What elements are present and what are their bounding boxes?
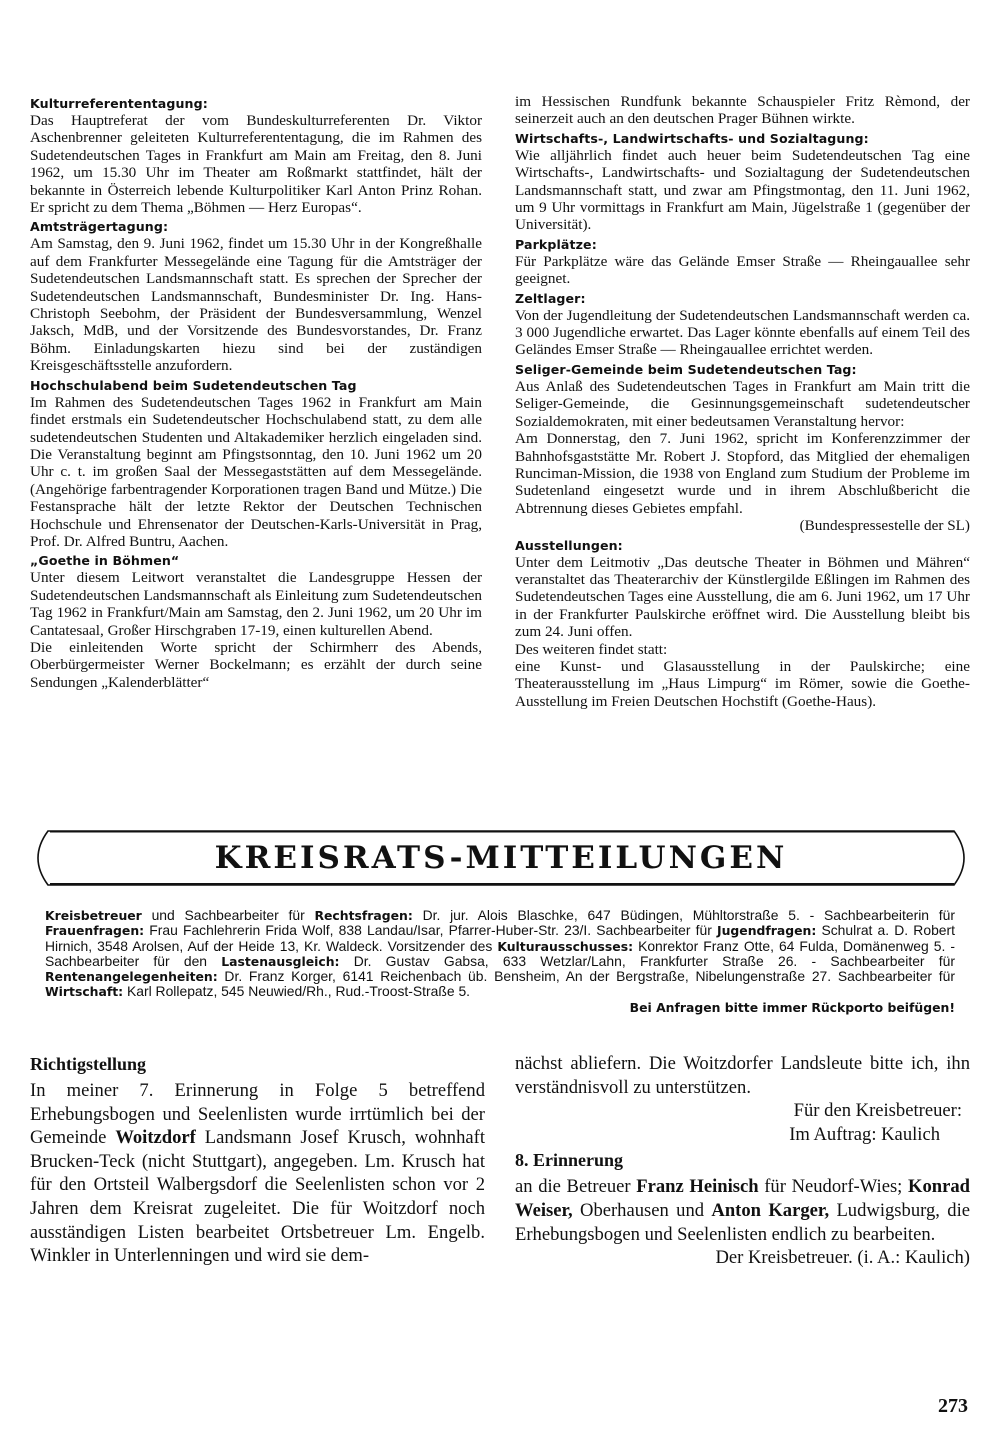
text: für Neudorf-Wies; [758,1176,908,1198]
section-text: Im Rahmen des Sudetendeutschen Tages 1962 in Frankfurt am Main findet erstmals ein Sudetendeutscher Hochschulabend statt, zu dem alle sudetendeutschen Studenten und Altakademiker herzlich eingeladen sind. Die Veranstaltung beginnt am Pfingstsonntag, den 10. Juni 1962 um 20 Uhr c. t. im großen Saal der Messegaststätten auf dem Messegelände. (Angehörige farbentragender Korporationen tragen Band und Mütze.) Die Festansprache hält der letzte Rektor der Deutschen Technischen Hochschule und Ehrensenator der Deutschen-Karls-Universität in Prag, Prof. Dr. Alfred Buntru, Aachen. [30,393,482,550]
text: Schulrat a. D. Robert Hirnich, 3548 Arolsen, Auf der Heide 13, Kr. Waldeck. Vorsitzender des [45,922,956,954]
section-text: Des weiteren findet statt: [515,640,668,658]
section-text: eine Kunst- und Glasausstellung in der Paulskirche; eine Theaterausstellung im „Haus Limpurg“ im Römer, sowie die Goethe-Ausstellung im Freien Deutschen Hochstift (Goethe-Haus). [515,657,970,710]
label: Lastenausgleich: [221,953,340,969]
text: Dr. Gustav Gabsa, 633 Wetzlar/Lahn, Frankfurter Straße 26. - Sachbearbeiter für [339,952,955,969]
label: Jugendfragen: [716,923,817,939]
section-text: Von der Jugendleitung der Sudetendeutschen Landsmannschaft werden ca. 3 000 Jugendliche erwartet. Das Lager könnte ebenfalls auf einem Teil des Geländes Emser Straße — Rheingauallee errichtet werden. [515,306,970,359]
place-name: Woitzdorf [115,1127,196,1149]
section-heading: Zeltlager: [515,290,586,306]
text: Konrektor Franz Otte, 64 Fulda, Domänenweg 5. - Sachbearbeiter für den [45,937,955,969]
bottom-left-column [30,1052,485,1268]
text: Dr. Franz Korger, 6141 Reichenbach üb. Bensheim, An der Bergstraße, Nibelungenstraße 27. Sachbearbeiter für [217,968,955,985]
section-heading: Hochschulabend beim Sudetendeutschen Tag [30,377,357,393]
text: Frau Fachlehrerin Frida Wolf, 838 Landau/Isar, Pfarrer-Huber-Str. 23/I. Sachbearbeiter für [144,922,717,939]
section-text: Das Hauptreferat der vom Bundeskulturreferenten Dr. Viktor Aschenbrenner geleiteten Kulturreferententagung, die im Rahmen des Sudetendeutschen Tages in Frankfurt am Main am Freitag, den 8. Juni 1962, um 15.30 Uhr im Theater am Roßmarkt stattfindet, hält der bekannte in Österreich lebende Kulturpolitiker Karl Anton Prinz Rohan. Er spricht zu dem Thema „Böhmen — Herz Europas“. [30,112,482,217]
banner [28,828,974,888]
section-heading: Wirtschafts-, Landwirtschafts- und Sozialtagung: [515,130,869,146]
section-text: Die einleitenden Worte spricht der Schirmherr des Abends, Oberbürgermeister Werner Bockelmann; es erzählt der durch seine Sendungen „Kalenderblätter“ [30,638,482,691]
left-column [30,93,482,691]
person-name: Franz Heinisch [636,1176,759,1198]
section-text: Aus Anlaß des Sudetendeutschen Tages in Frankfurt am Main tritt die Seliger-Gemeinde, die Gesinnungsgemeinschaft sudetendeutscher Sozialdemokraten, mit einer bedeutsamen Veranstaltung hervor: [515,377,970,430]
text: Ludwigsburg, die Erhebungsbogen und Seelenlisten endlich zu bearbeiten. [515,1199,970,1245]
section-heading: Seliger-Gemeinde beim Sudetendeutschen Tag: [515,361,857,377]
text: Karl Rollepatz, 545 Neuwied/Rh., Rud.-Troost-Straße 5. [123,983,471,1000]
section-heading: 8. Erinnerung [515,1150,624,1171]
label: Wirtschaft: [45,984,124,1000]
bottom-right-column [515,1052,970,1270]
section-text [30,1079,485,1268]
label: Rentenangelegenheiten: [45,969,218,985]
text: Dr. jur. Alois Blaschke, 647 Büdingen, Mühltorstraße 5. - Sachbearbeiterin für [412,907,955,923]
section-heading: Amtsträgertagung: [30,219,169,235]
section-heading: Kulturreferententagung: [30,96,208,111]
section-text [515,1175,970,1246]
label: Kreisbetreuer [45,908,142,923]
section-heading: Richtigstellung [30,1054,147,1074]
banner-title: KREISRATS-MITTEILUNGEN [214,840,788,876]
signature: Der Kreisbetreuer. (i. A.: Kaulich) [715,1247,970,1269]
text: und Sachbearbeiter für [141,907,315,923]
section-text: Wie alljährlich findet auch heuer beim Sudetendeutschen Tag eine Wirtschafts-, Landwirtschafts- und Sozialtagung der Sudetendeutschen Landsmannschaft statt, und zwar am Pfingstmontag, den 11. Juni 1962, um 9 Uhr vormittags in Frankfurt am Main, Jügelstraße 1 (gegenüber der Universität). [515,146,970,234]
signature: Für den Kreisbetreuer: [793,1100,962,1122]
return-postage-note: Bei Anfragen bitte immer Rückporto beifügen! [629,999,955,1015]
page-number: 273 [938,1395,968,1417]
signature: Im Auftrag: Kaulich [789,1123,940,1145]
person-name: Konrad Weiser, [515,1176,970,1221]
section-heading: „Goethe in Böhmen“ [30,553,180,569]
section-text: Am Samstag, den 9. Juni 1962, findet um 15.30 Uhr in der Kongreßhalle auf dem Frankfurter Messegelände eine Tagung für die Amtsträger der Sudetendeutschen Landsmannschaft statt. Es sprechen der Sprecher der Sudetendeutschen Landsmannschaft, Bundesminister Dr. Ing. Hans-Christoph Seebohm, der Präsident der Bundesversammlung, Wenzel Jaksch, MdB, und der Vorsitzende des Bundesvorstandes, Dr. Franz Böhm. Einladungskarten hiezu sind bei der zuständigen Kreisgeschäftsstelle anzufordern. [30,235,482,375]
text: an die Betreuer [515,1176,637,1198]
text: Oberhausen und [572,1199,712,1221]
section-text: Für Parkplätze wäre das Gelände Emser Straße — Rheingauallee sehr geeignet. [515,252,970,288]
kreis-contacts [45,908,955,1015]
text: In meiner 7. Erinnerung in Folge 5 betreffend Erhebungsbogen und Seelenlisten wurde irrtümlich bei der Gemeinde [30,1080,485,1149]
label: Rechtsfragen: [314,908,413,923]
section-text: Am Donnerstag, den 7. Juni 1962, spricht im Konferenzzimmer der Bahnhofsgaststätte Mr. Robert J. Stopford, das Mitglied der ehemaligen Runciman-Mission, die 1938 von England zum Studium der Probleme im Sudetenland eingesetzt wurde und in ihrem Abschlußbericht die Abtrennung dieses Gebietes empfahl. [515,430,970,517]
text: Landsmann Josef Krusch, wohnhaft Brucken-Teck (nicht Stuttgart), angegeben. Lm. Krusch hat für den Ortsteil Walbergsdorf die Seelenlisten schon vor 2 Jahren dem Kreisrat zugeleitet. Die für Woitzdorf noch ausständigen Listen bearbeitet Ortsbetreuer Lm. Engelb. Winkler in Unterlenningen und wird sie dem- [30,1127,485,1267]
section-text: Unter dem Leitmotiv „Das deutsche Theater in Böhmen und Mähren“ veranstaltet das Theaterarchiv der Künstlergilde Eßlingen im Rahmen des Sudetendeutschen Tages eine Ausstellung, die am 6. Juni 1962, um 17 Uhr in der Frankfurter Paulskirche eröffnet wird. Die Ausstellung bleibt bis zum 24. Juni offen. [515,553,970,641]
section-text: Unter diesem Leitwort veranstaltet die Landesgruppe Hessen der Sudetendeutschen Landsmannschaft als Einleitung zum Sudetendeutschen Tag 1962 in Frankfurt/Main am Samstag, den 2. Juni 1962, um 20 Uhr im Cantatesaal, Großer Hirschgraben 17-19, einen kulturellen Abend. [30,569,482,639]
person-name: Anton Karger, [711,1199,830,1221]
section-heading: Parkplätze: [515,236,597,252]
label: Frauenfragen: [45,923,145,939]
section-heading: Ausstellungen: [515,537,623,553]
source-note: (Bundespressestelle der SL) [799,517,970,535]
label: Kulturausschusses: [497,938,634,954]
continued-text: nächst abliefern. Die Woitzdorfer Landsleute bitte ich, ihn verständnisvoll zu unterstützen. [515,1053,970,1098]
continued-text: im Hessischen Rundfunk bekannte Schauspieler Fritz Rèmond, der seinerzeit auch an den deutschen Prager Bühnen wirkte. [515,93,970,128]
right-column [515,93,970,710]
